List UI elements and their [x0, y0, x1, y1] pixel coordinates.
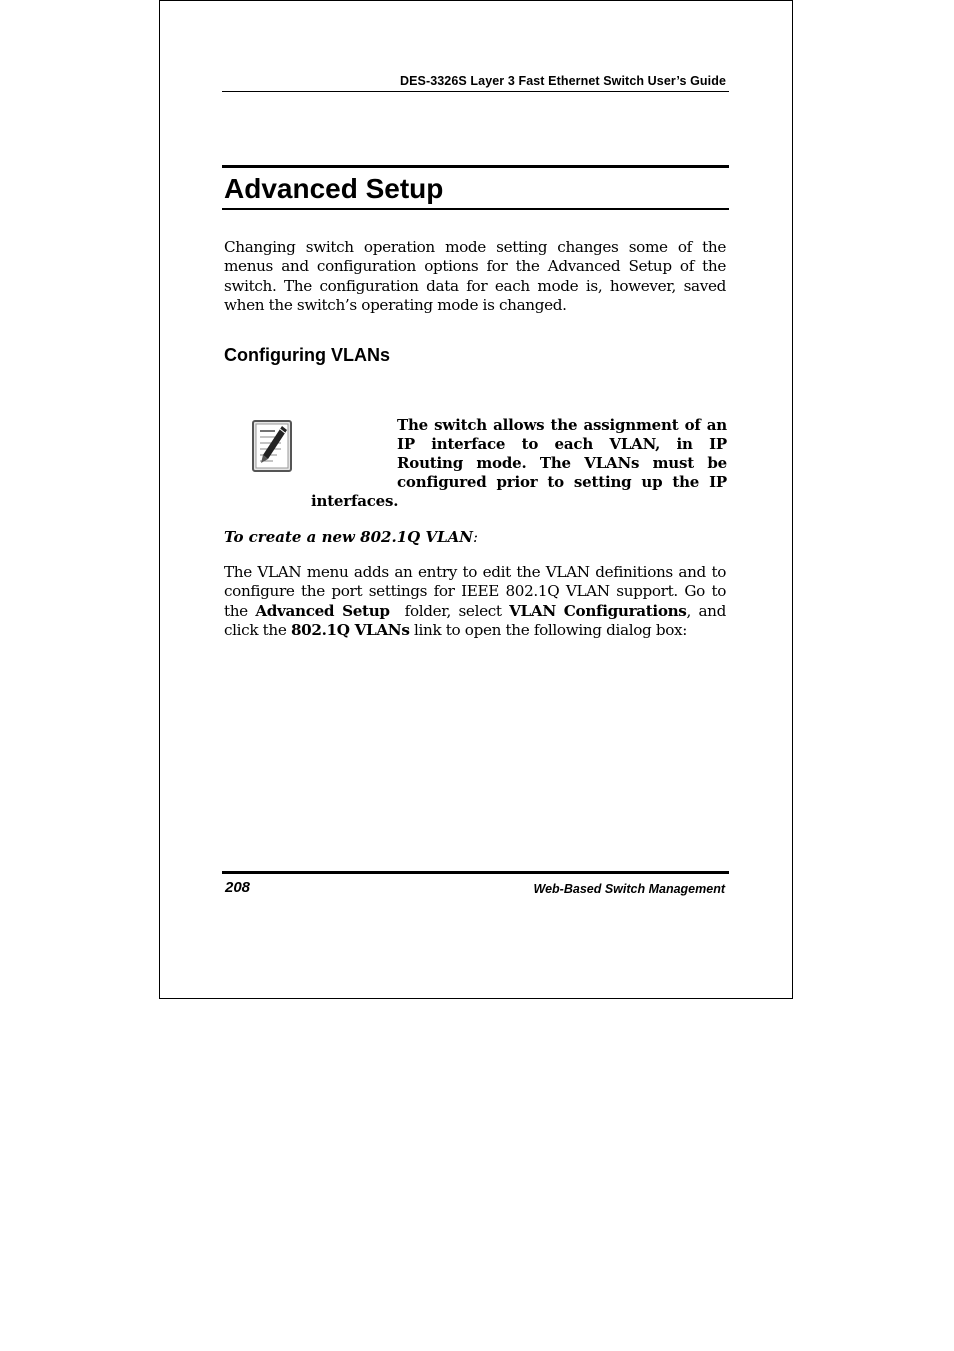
vlans-link-label: 802.1Q VLANs — [290, 620, 410, 639]
note-text: The switch allows the assignment of an IP interface to each VLAN, in IP Routing mode. The VLANs must be configured prior to setting up the IP interfaces. — [311, 416, 727, 510]
footer-title: Web-Based Switch Management — [533, 882, 725, 896]
procedure-heading-text: To create a new 802.1Q VLAN — [224, 528, 473, 546]
note-pencil-icon — [251, 419, 293, 473]
header-rule — [222, 91, 729, 92]
advanced-setup-folder-label: Advanced Setup — [255, 601, 390, 620]
title-rule-bottom — [222, 208, 729, 210]
section-heading: Configuring VLANs — [224, 345, 390, 365]
footer-rule — [222, 871, 729, 874]
page-title: Advanced Setup — [224, 173, 444, 204]
intro-paragraph: Changing switch operation mode setting changes some of the menus and configuration options for the Advanced Setup of the switch. The configuration data for each mode is, however, saved when the switch’s operating mode is changed. — [224, 238, 726, 314]
running-header: DES-3326S Layer 3 Fast Ethernet Switch User’s Guide — [399, 74, 726, 88]
procedure-text-2: folder, select — [389, 601, 510, 620]
title-rule-top — [222, 165, 729, 168]
procedure-heading-colon: : — [472, 528, 479, 546]
vlan-configurations-label: VLAN Configurations — [509, 601, 687, 620]
procedure-text-1: The VLAN menu adds an entry to edit the VLAN definitions and to configure the port settings for IEEE 802.1Q VLAN support. Go to the — [224, 563, 726, 620]
procedure-text-3: , and click the — [224, 601, 726, 639]
procedure-paragraph — [224, 563, 726, 640]
page-number: 208 — [225, 879, 251, 896]
procedure-heading — [224, 527, 478, 547]
procedure-text-4: link to open the following dialog box: — [409, 620, 688, 639]
